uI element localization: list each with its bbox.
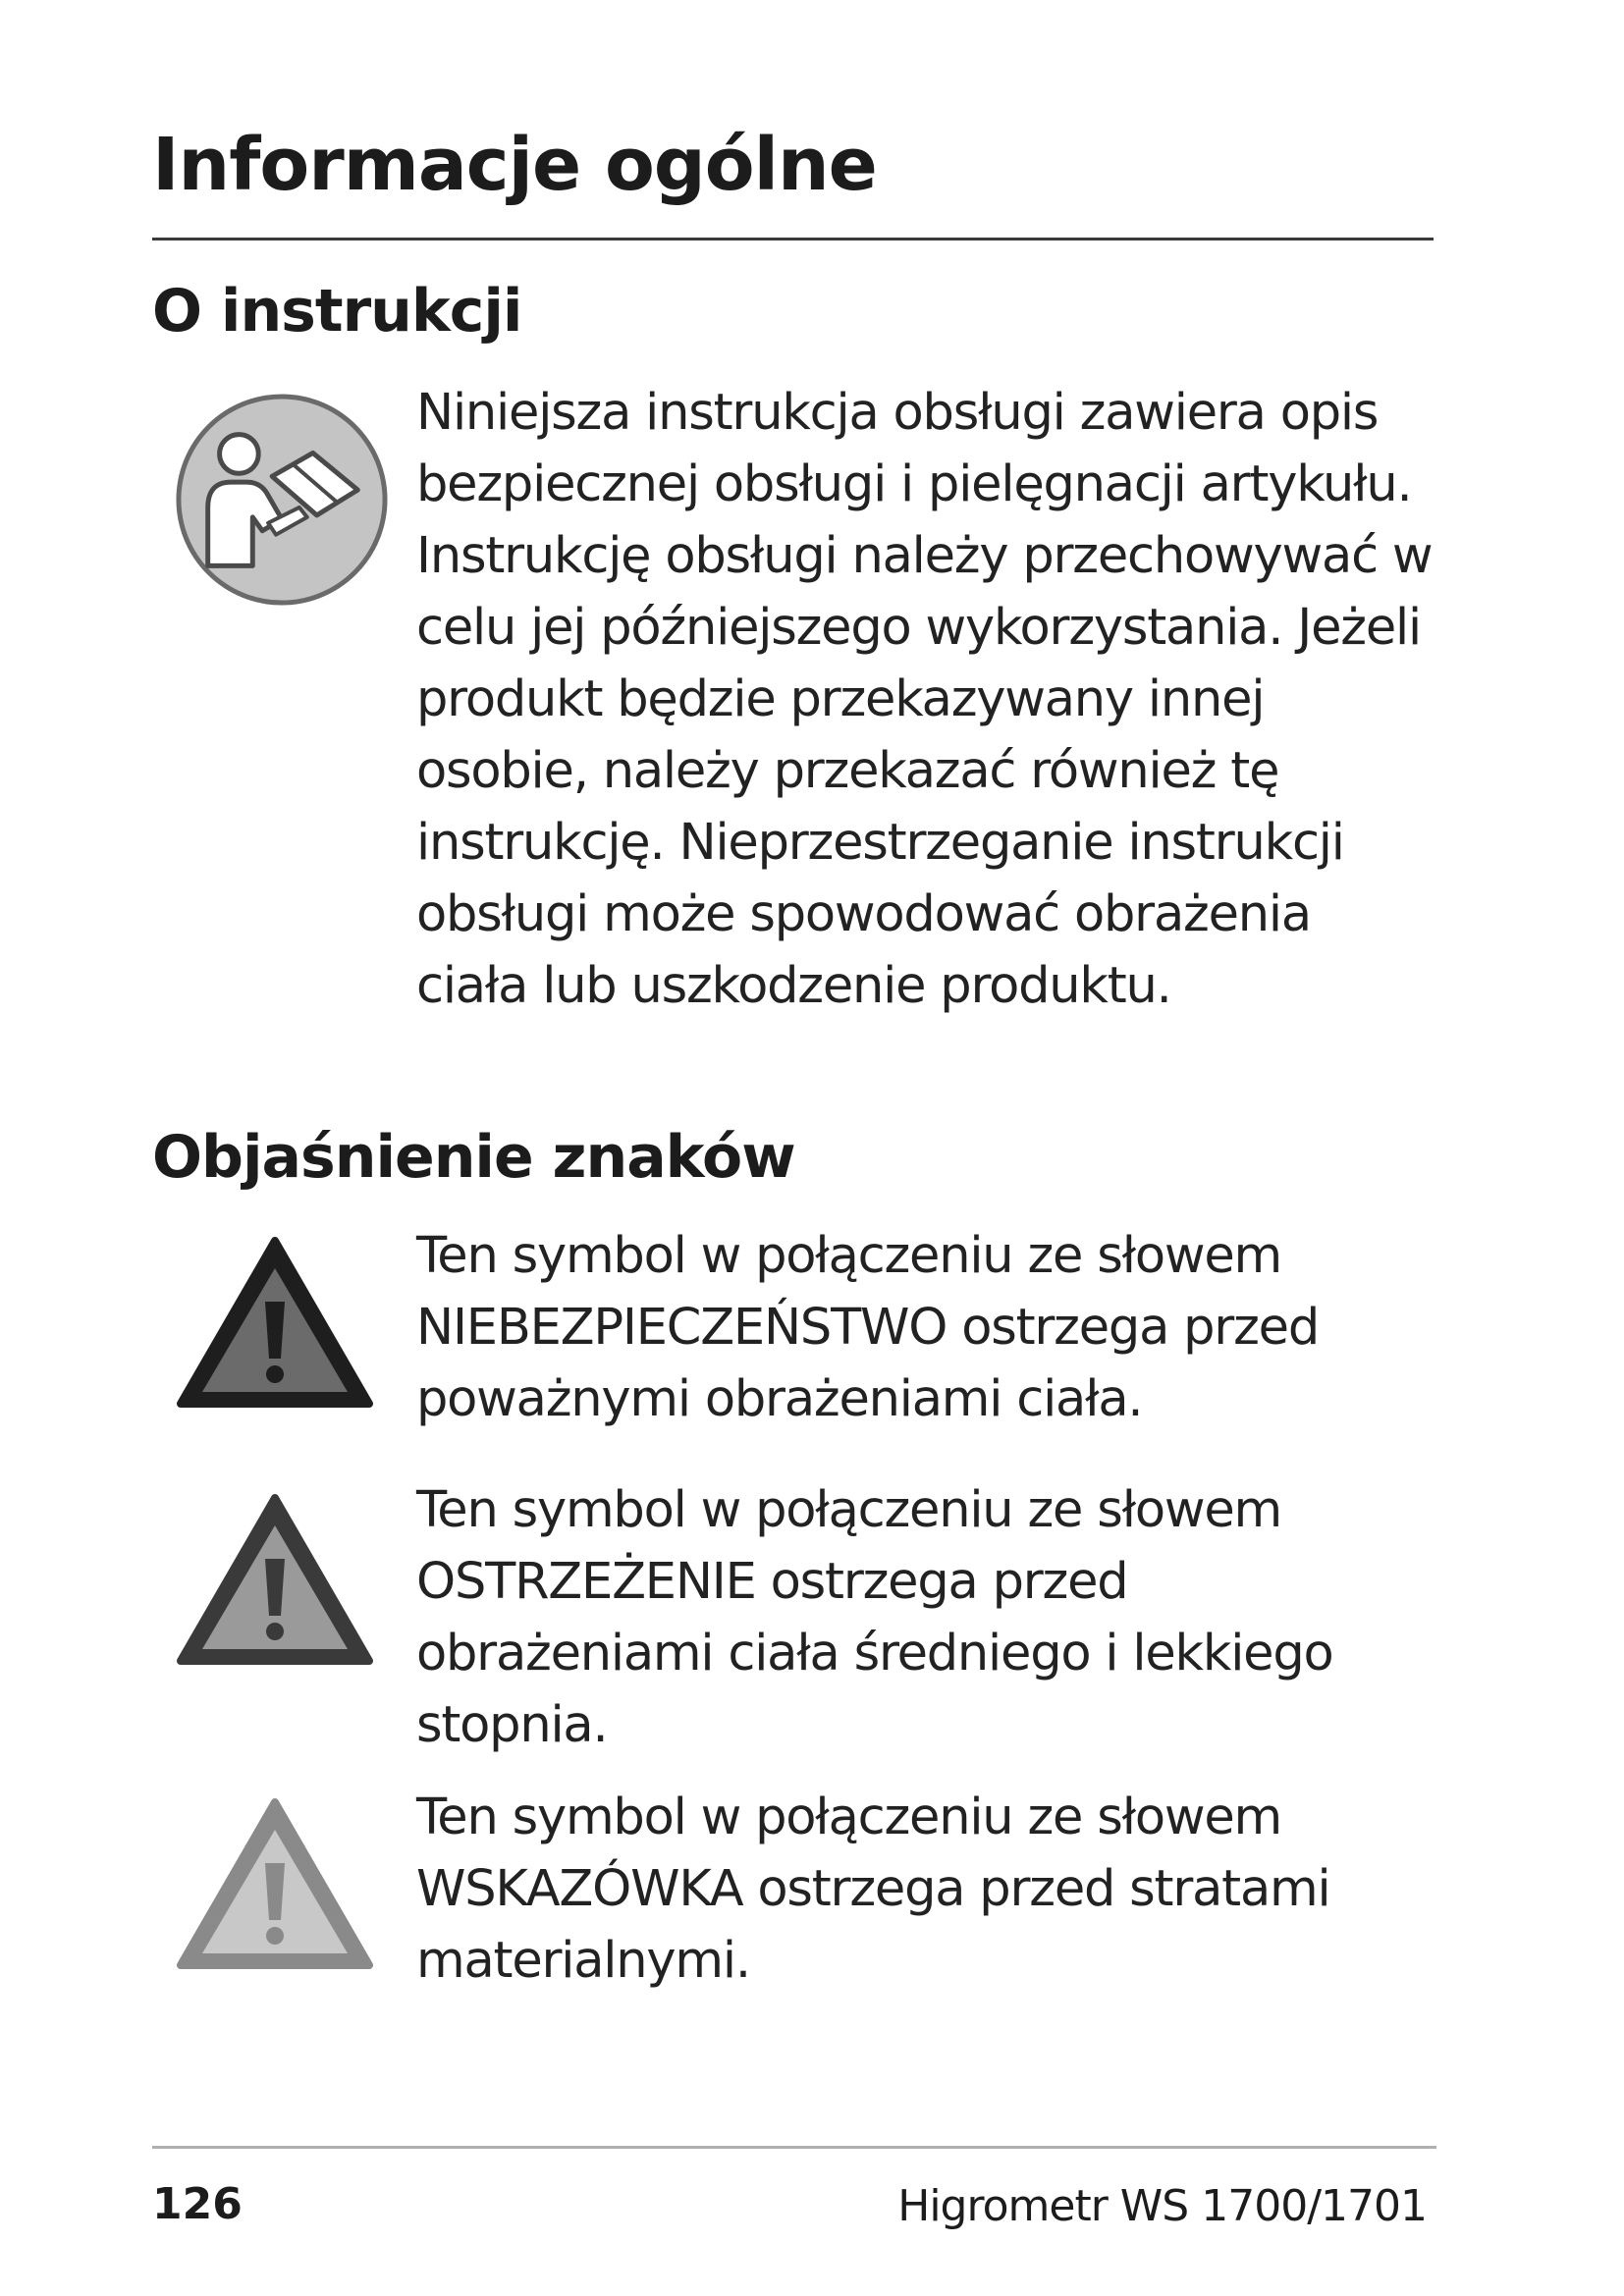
title-divider (152, 238, 1434, 240)
page-title: Informacje ogólne (152, 123, 877, 207)
section-heading-about: O instrukcji (152, 277, 522, 346)
about-paragraph: Niniejsza instrukcja obsługi zawiera opis bezpiecznej obsługi i pielęgnacji artykułu. Instrukcję obsługi należy przechowywać w celu jej późniejszego wykorzystania. Jeżeli produkt będzie przekazywany innej osobie, należy przekazać również tę instrukcję. Nieprzestrzeganie instrukcji obsługi może spowodować obrażenia ciała lub uszkodzenie produktu. (416, 384, 1433, 1015)
notice-triangle-icon (175, 1796, 375, 1973)
section-heading-symbols: Objaśnienie znaków (152, 1123, 795, 1192)
warning-triangle-icon (175, 1492, 375, 1669)
danger-triangle-icon (175, 1235, 375, 1412)
warning-description: Ten symbol w połączeniu ze słowem OSTRZEŻENIE ostrzega przed obrażeniami ciała średniego i lekkiego stopnia. (416, 1481, 1333, 1754)
notice-description: Ten symbol w połączeniu ze słowem WSKAZÓWKA ostrzega przed stratami materialnymi. (416, 1789, 1330, 1990)
read-manual-icon (175, 393, 389, 607)
footer-product-name: Higrometr WS 1700/1701 (897, 2181, 1427, 2231)
footer-divider (152, 2146, 1436, 2149)
danger-description: Ten symbol w połączeniu ze słowem NIEBEZPIECZEŃSTWO ostrzega przed poważnymi obrażeniami ciała. (416, 1227, 1319, 1428)
page-number: 126 (152, 2179, 243, 2229)
